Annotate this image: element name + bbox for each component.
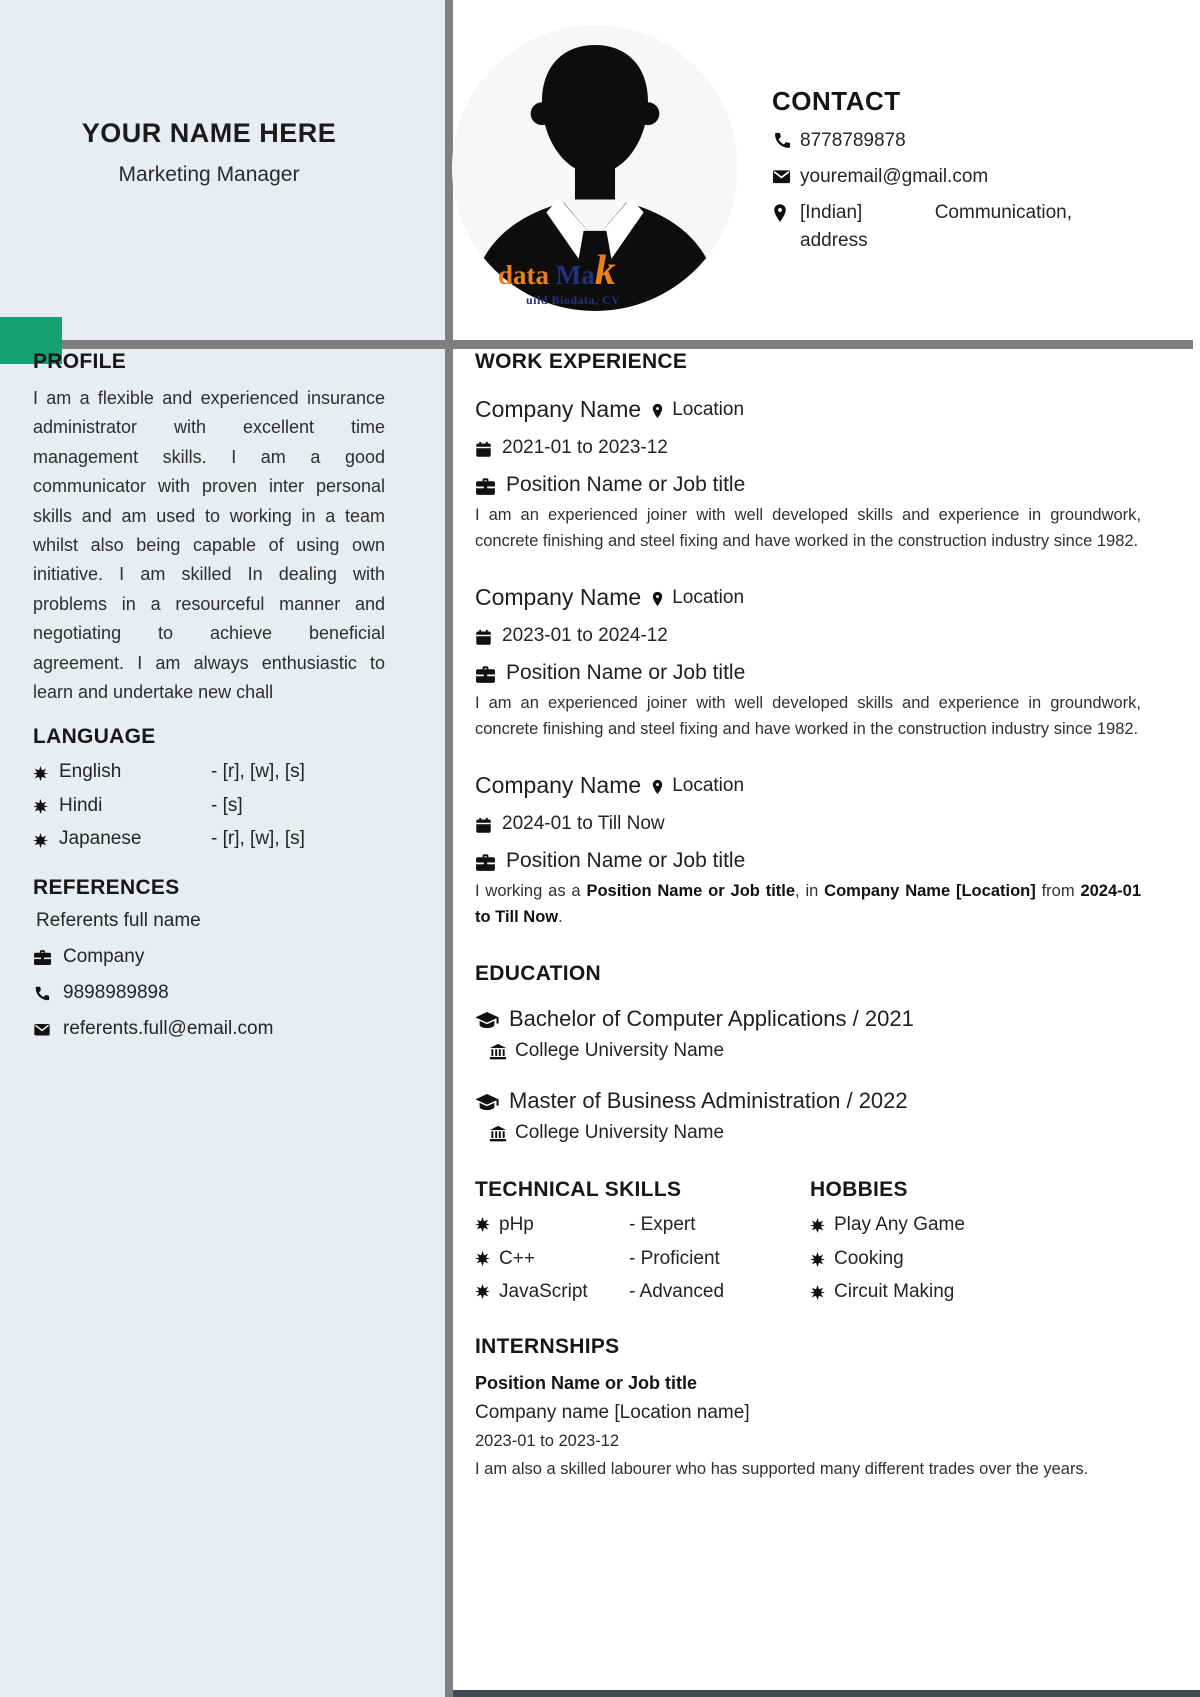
horizontal-divider [62, 340, 1193, 349]
briefcase-icon [475, 475, 496, 496]
language-name: Japanese [59, 828, 142, 850]
vertical-divider [445, 0, 453, 1697]
briefcase-icon [33, 947, 63, 966]
phone-icon [33, 983, 63, 1002]
internship-description: I am also a skilled labourer who has supported many different trades over the years. [475, 1459, 1089, 1478]
profile-heading: PROFILE [33, 350, 127, 373]
star-bullet-icon [810, 1283, 834, 1300]
company-name: Company Name [475, 584, 642, 610]
skill-level: - Expert [629, 1214, 696, 1235]
company-row [475, 584, 1141, 611]
university-icon [489, 1041, 507, 1061]
referent-email[interactable]: referents.full@email.com [63, 1017, 274, 1039]
referent-company: Company [63, 945, 145, 967]
referent-company-row [33, 946, 385, 968]
briefcase-icon [475, 663, 496, 684]
contact-address-row [772, 199, 1088, 255]
contact-heading: CONTACT [772, 86, 901, 116]
watermark-word-data: data [498, 260, 550, 290]
language-row [33, 824, 385, 854]
language-row [33, 791, 385, 821]
school-row [475, 1040, 1141, 1062]
envelope-icon [33, 1019, 63, 1038]
degree-name: Master of Business Administration / 2022 [509, 1088, 908, 1113]
work-dates: 2021-01 to 2023-12 [502, 437, 668, 458]
skill-row [475, 1244, 810, 1274]
star-bullet-icon [475, 1284, 499, 1299]
language-heading: LANGUAGE [33, 725, 156, 749]
school-row [475, 1122, 1141, 1144]
star-bullet-icon [810, 1250, 834, 1267]
language-level: - [r], [w], [s] [211, 761, 305, 783]
internship-dates: 2023-01 to 2023-12 [475, 1431, 620, 1450]
calendar-icon [475, 439, 492, 458]
envelope-icon [772, 163, 800, 186]
bottom-page-edge [453, 1690, 1200, 1697]
location-pin-icon [651, 778, 664, 796]
education-section [475, 962, 1141, 1144]
position-title: Position Name or Job title [506, 473, 746, 496]
company-location: Location [672, 774, 745, 796]
language-name: Hindi [59, 794, 103, 816]
degree-row [475, 1088, 1141, 1114]
contact-email-row [772, 163, 1088, 191]
technical-skills-heading: TECHNICAL SKILLS [475, 1178, 682, 1201]
date-row [475, 625, 1141, 647]
person-name: YOUR NAME HERE [81, 118, 337, 148]
work-entry [475, 396, 1141, 554]
internships-heading: INTERNSHIPS [475, 1334, 620, 1358]
internship-position: Position Name or Job title [475, 1372, 698, 1393]
hobby-row [810, 1277, 1141, 1307]
location-pin-icon [651, 402, 664, 420]
company-row [475, 396, 1141, 423]
position-row [475, 473, 1141, 497]
work-dates: 2024-01 to Till Now [502, 813, 665, 834]
language-level: - [r], [w], [s] [211, 828, 305, 850]
skill-name: C++ [499, 1247, 535, 1269]
work-dates: 2023-01 to 2024-12 [502, 625, 668, 646]
university-icon [489, 1123, 507, 1143]
watermark-wordmark [498, 250, 718, 292]
hobby-name: Circuit Making [834, 1281, 955, 1302]
company-name: Company Name [475, 772, 642, 798]
skill-name: pHp [499, 1214, 534, 1235]
hobbies-section [810, 1178, 1141, 1307]
star-bullet-icon [810, 1216, 834, 1233]
watermark-subtext: uild Biodata, CV [526, 293, 621, 307]
internships-section [475, 1335, 1141, 1483]
referent-phone[interactable]: 9898989898 [63, 981, 169, 1003]
school-name: College University Name [515, 1122, 725, 1143]
location-pin-icon [651, 590, 664, 608]
calendar-icon [475, 627, 492, 646]
work-description: I working as a Position Name or Job title, in Company Name [Location] from 2024-01 to Till Now. [475, 882, 1141, 926]
contact-section [772, 86, 1088, 263]
star-bullet-icon [33, 831, 59, 848]
site-watermark-logo [498, 250, 718, 306]
work-description: I am an experienced joiner with well developed skills and experience in groundwork, concrete finishing and steel fixing and have worked in the construction industry since 1982. [475, 694, 1141, 738]
skill-name: JavaScript [499, 1281, 588, 1302]
contact-email-value[interactable]: youremail@gmail.com [800, 166, 989, 187]
work-entry [475, 584, 1141, 742]
hobbies-heading: HOBBIES [810, 1178, 908, 1201]
education-heading: EDUCATION [475, 962, 601, 985]
references-section [33, 876, 385, 1040]
company-row [475, 772, 1141, 799]
degree-row [475, 1006, 1141, 1032]
work-entry [475, 772, 1141, 930]
contact-address-value: [Indian] Communication, address [800, 202, 1072, 251]
position-row [475, 661, 1141, 685]
graduation-cap-icon [475, 1090, 499, 1112]
person-job-title: Marketing Manager [118, 163, 300, 186]
language-section [33, 725, 385, 854]
location-pin-icon [772, 199, 800, 223]
star-bullet-icon [33, 764, 59, 781]
hobby-name: Play Any Game [834, 1214, 965, 1235]
skill-row [475, 1277, 810, 1307]
phone-icon [772, 127, 800, 150]
hobby-row [810, 1210, 1141, 1240]
degree-name: Bachelor of Computer Applications / 2021 [509, 1006, 914, 1031]
star-bullet-icon [475, 1217, 499, 1232]
main-content [475, 350, 1141, 1482]
briefcase-icon [475, 851, 496, 872]
position-row [475, 849, 1141, 873]
referent-email-row [33, 1018, 385, 1040]
position-title: Position Name or Job title [506, 661, 746, 684]
work-description: I am an experienced joiner with well developed skills and experience in groundwork, concrete finishing and steel fixing and have worked in the construction industry since 1982. [475, 506, 1141, 550]
skills-hobbies-section [475, 1178, 1141, 1307]
language-row [33, 757, 385, 787]
education-item [475, 1006, 1141, 1062]
internship-company: Company name [Location name] [475, 1401, 750, 1423]
language-name: English [59, 761, 122, 783]
skill-row [475, 1210, 810, 1240]
education-item [475, 1088, 1141, 1144]
technical-skills-section [475, 1178, 810, 1307]
work-experience-heading: WORK EXPERIENCE [475, 350, 688, 373]
watermark-word-ma: Ma [549, 260, 595, 290]
date-row [475, 813, 1141, 835]
date-row [475, 437, 1141, 459]
company-location: Location [672, 586, 745, 608]
references-heading: REFERENCES [33, 875, 180, 899]
watermark-letter-k: k [594, 248, 616, 294]
referent-name: Referents full name [36, 909, 201, 931]
star-bullet-icon [33, 797, 59, 814]
graduation-cap-icon [475, 1008, 499, 1030]
contact-phone-row [772, 127, 1088, 155]
company-location: Location [672, 398, 745, 420]
position-title: Position Name or Job title [506, 849, 746, 872]
hobby-name: Cooking [834, 1247, 904, 1269]
referent-phone-row [33, 982, 385, 1004]
profile-text: I am a flexible and experienced insurance administrator with excellent time management skills. I am a good communicator with proven inter personal skills and am used to working in a team whilst also being capable of using own initiative. I am skilled In dealing with problems in a resourceful manner and negotiating to achieve beneficial agreement. I am always enthusiastic to learn and undertake new chall [33, 388, 385, 703]
calendar-icon [475, 815, 492, 834]
language-level: - [s] [211, 794, 243, 816]
identity-block [33, 118, 385, 187]
company-name: Company Name [475, 396, 642, 422]
contact-phone-value[interactable]: 8778789878 [800, 130, 906, 151]
hobby-row [810, 1244, 1141, 1274]
school-name: College University Name [515, 1040, 725, 1061]
star-bullet-icon [475, 1251, 499, 1266]
sidebar-content [33, 350, 385, 1040]
skill-level: - Proficient [629, 1247, 720, 1269]
skill-level: - Advanced [629, 1281, 725, 1302]
